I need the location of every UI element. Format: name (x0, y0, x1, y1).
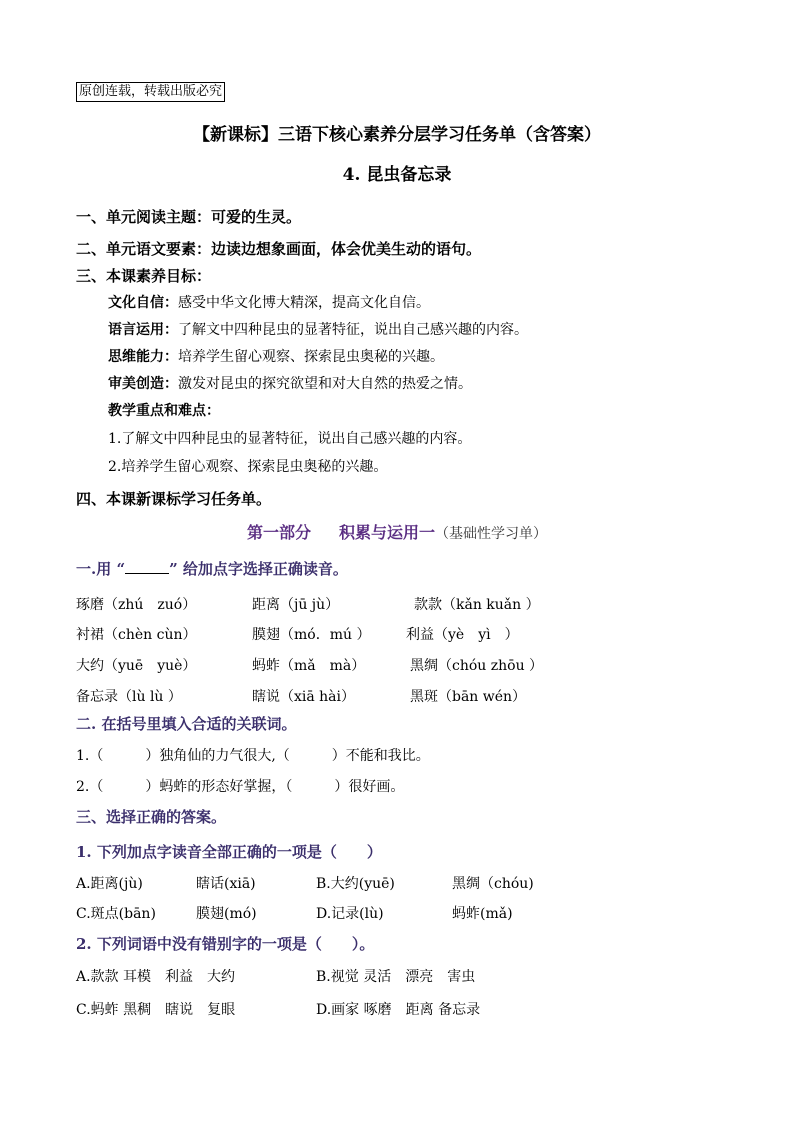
pinyin-item: 膜翅（mó．mú ） (252, 627, 371, 643)
pinyin-item: 黑绸（chóu zhōu ） (410, 658, 544, 674)
pinyin-item: 款款（kǎn kuǎn ） (414, 597, 540, 613)
part-name: 积累与运用一 (339, 523, 436, 542)
answer-blank (125, 561, 169, 574)
mc-option: C.斑点(bān) (76, 906, 156, 922)
page-title: 【新课标】三语下核心素养分层学习任务单（含答案） (193, 125, 601, 145)
goal-label: 语言运用： (108, 322, 178, 338)
pinyin-item: 蚂蚱（mǎ mà） (252, 658, 366, 674)
goal-label: 审美创造： (108, 376, 178, 392)
fill-item: 1.（ ）独角仙的力气很大,（ ）不能和我比。 (76, 748, 430, 764)
mc-option: A.款款 耳模 利益 大约 (76, 969, 236, 985)
goal-text: 感受中华文化博大精深，提高文化自信。 (178, 295, 430, 311)
mc-option: A.距离(jù) (76, 876, 143, 892)
section-1-theme: 一、单元阅读主题：可爱的生灵。 (76, 208, 302, 226)
focus-item: 2.培养学生留心观察、探索昆虫奥秘的兴趣。 (108, 459, 388, 475)
mc-option: 瞎话(xiā) (196, 876, 256, 892)
goal-language (108, 319, 528, 339)
goal-aesthetic (108, 373, 472, 393)
part-type: （基础性学习单） (435, 526, 548, 542)
pinyin-item: 利益（yè yì ） (406, 627, 519, 643)
pinyin-item: 瞎说（xiā hài） (252, 689, 356, 705)
mc-option: D.画家 啄磨 距离 备忘录 (316, 1002, 481, 1018)
part-number: 第一部分 (246, 523, 311, 542)
goal-text: 培养学生留心观察、探索昆虫奥秘的兴趣。 (178, 349, 444, 365)
goal-culture (108, 292, 430, 312)
goal-text: 了解文中四种昆虫的显著特征，说出自己感兴趣的内容。 (178, 322, 528, 338)
mc-option: D.记录(lù) (316, 906, 384, 922)
q1-prefix: 一.用 “ (76, 560, 126, 578)
mc-option: 蚂蚱(mǎ) (452, 906, 513, 922)
mc-option: B.大约(yuē) (316, 876, 395, 892)
mc-option: B.视觉 灵活 漂亮 害虫 (316, 969, 476, 985)
part-heading (0, 520, 794, 543)
q1-suffix: ” 给加点字选择正确读音。 (169, 560, 348, 578)
section-2-elements: 二、单元语文要素：边读边想象画面，体会优美生动的语句。 (76, 240, 482, 258)
copyright-stamp: 原创连载，转载出版必究 (76, 82, 225, 102)
goal-label: 文化自信： (108, 295, 178, 311)
goal-label: 思维能力： (108, 349, 178, 365)
pinyin-item: 琢磨（zhú zuó） (76, 597, 197, 613)
question-2-heading: 二. 在括号里填入合适的关联词。 (76, 715, 297, 733)
lesson-title: 4. 昆虫备忘录 (342, 165, 452, 185)
pinyin-item: 距离（jū jù） (252, 597, 340, 613)
mc-option: C.蚂蚱 黑稠 瞎说 复眼 (76, 1002, 236, 1018)
mc-question-2: 2. 下列词语中没有错别字的一项是（ ）。 (76, 935, 375, 953)
pinyin-item: 大约（yuē yuè） (76, 658, 197, 674)
section-3-goals: 三、本课素养目标： (76, 267, 212, 285)
goal-text: 激发对昆虫的探究欲望和对大自然的热爱之情。 (178, 376, 472, 392)
mc-question-1: 1. 下列加点字读音全部正确的一项是（ ） (76, 843, 382, 861)
goal-thinking (108, 346, 444, 366)
fill-item: 2.（ ）蚂蚱的形态好掌握，（ ）很好画。 (76, 779, 405, 795)
mc-option: 黑绸（chóu) (452, 876, 534, 892)
pinyin-item: 备忘录（lù lù ） (76, 689, 182, 705)
pinyin-item: 衬裙（chèn cùn） (76, 627, 197, 643)
question-1-heading (76, 558, 348, 579)
mc-option: 膜翅(mó) (196, 906, 257, 922)
pinyin-item: 黑斑（bān wén） (410, 689, 527, 705)
focus-item: 1.了解文中四种昆虫的显著特征，说出自己感兴趣的内容。 (108, 431, 472, 447)
focus-title: 教学重点和难点： (108, 403, 220, 419)
question-3-heading: 三、选择正确的答案。 (76, 808, 227, 826)
section-4-tasks: 四、本课新课标学习任务单。 (76, 490, 272, 508)
